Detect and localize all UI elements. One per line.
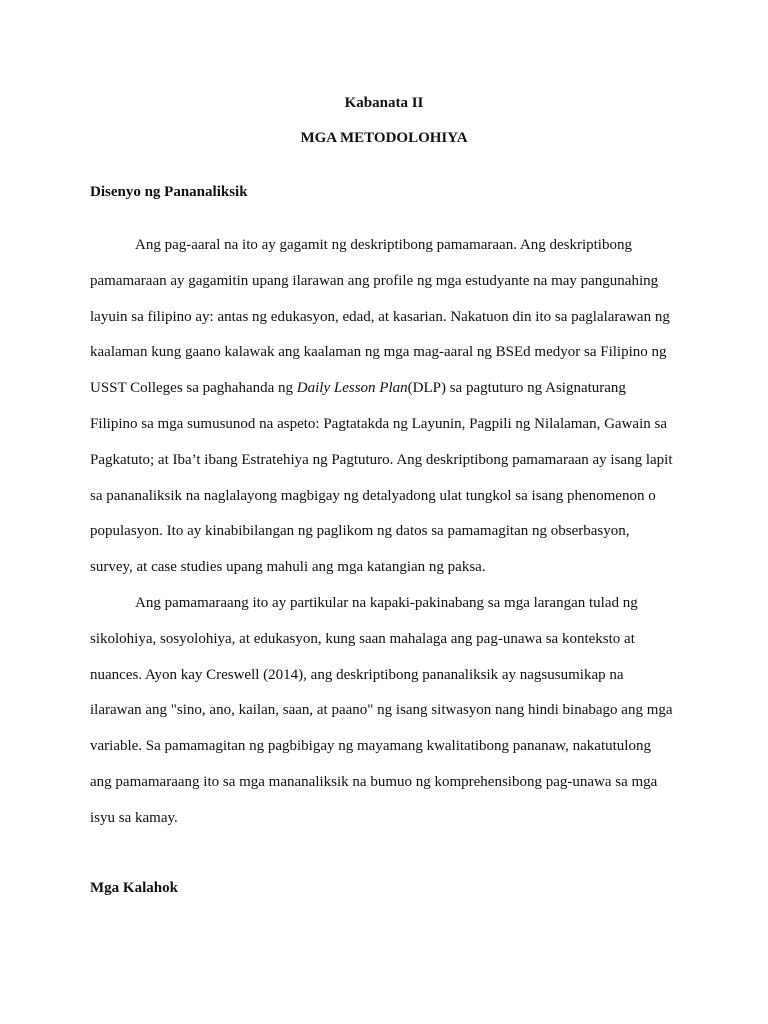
paragraph-line: nuances. Ayon kay Creswell (2014), ang deskriptibong pananaliksik ay nagsusumikap na — [90, 666, 624, 683]
paragraph-line: Filipino sa mga sumusunod na aspeto: Pagtatakda ng Layunin, Pagpili ng Nilalaman, Gawain sa — [90, 415, 667, 432]
paragraph-line: ilarawan ang "sino, ano, kailan, saan, at paano" ng isang sitwasyon nang hindi binabago ang mga — [90, 702, 673, 719]
paragraph-line: ang pamamaraang ito sa mga mananaliksik na bumuo ng komprehensibong pag-unawa sa mga — [90, 773, 658, 790]
chapter-title: MGA METODOLOHIYA — [300, 130, 468, 146]
paragraph-line: isyu sa kamay. — [90, 809, 178, 826]
paragraph-line: populasyon. Ito ay kinabibilangan ng paglikom ng datos sa pamamagitan ng obserbasyon, — [90, 523, 630, 540]
paragraph-1 — [90, 236, 690, 594]
paragraph-line: layuin sa filipino ay: antas ng edukasyon, edad, at kasarian. Nakatuon din ito sa paglalarawan ng — [90, 308, 670, 325]
paragraph-line: Pagkatuto; at Iba’t ibang Estratehiya ng Pagtuturo. Ang deskriptibong pamamaraan ay isang lapit — [90, 451, 673, 468]
line-text: USST Colleges sa paghahanda ng — [90, 380, 297, 397]
paragraph-line: sikolohiya, sosyolohiya, at edukasyon, kung saan mahalaga ang pag-unawa sa konteksto at — [90, 630, 635, 647]
paragraph-line: survey, at case studies upang mahuli ang mga katangian ng paksa. — [90, 559, 486, 576]
line-text: (DLP) sa pagtuturo ng Asignaturang — [407, 380, 626, 397]
chapter-label: Kabanata II — [344, 95, 424, 111]
paragraph-line: Ang pamamaraang ito ay partikular na kapaki-pakinabang sa mga larangan tulad ng — [135, 595, 638, 611]
paragraph-line: Ang pag-aaral na ito ay gagamit ng deskriptibong pamamaraan. Ang deskriptibong — [135, 237, 632, 253]
paragraph-2 — [90, 594, 690, 845]
paragraph-line — [90, 379, 690, 415]
paragraph-line: kaalaman kung gaano kalawak ang kaalaman ng mga mag-aaral ng BSEd medyor sa Filipino ng — [90, 344, 667, 361]
section-heading-mga-kalahok: Mga Kalahok — [90, 880, 178, 896]
paragraph-line: sa pananaliksik na naglalayong magbigay ng detalyadong ulat tungkol sa isang phenomenon o — [90, 487, 656, 504]
paragraph-line: pamamaraan ay gagamitin upang ilarawan ang profile ng mga estudyante na may pangunahing — [90, 272, 659, 289]
dlp-italic-term: Daily Lesson Plan — [296, 380, 408, 397]
paragraph-line: variable. Sa pamamagitan ng pagbibigay ng mayamang kwalitatibong pananaw, nakatutulong — [90, 738, 651, 755]
section-heading-disenyo: Disenyo ng Pananaliksik — [90, 184, 248, 200]
